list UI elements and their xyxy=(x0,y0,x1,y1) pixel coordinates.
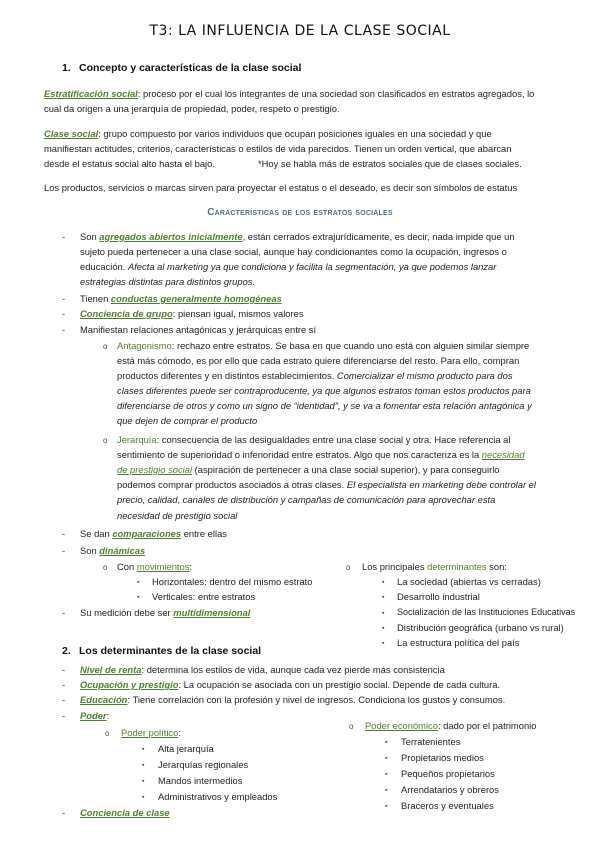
subitem-horizontales: Horizontales: dentro del mismo estrato xyxy=(152,576,313,587)
poder-economico-item: Terratenientes xyxy=(401,736,461,747)
dash-bullet: - xyxy=(62,324,66,335)
square-bullet: ▪ xyxy=(385,787,388,794)
note-estratos: *Hoy se habla más de estratos sociales que de clases sociales. xyxy=(258,158,522,169)
list-item-agregados xyxy=(80,229,515,244)
dash-bullet: - xyxy=(62,545,66,556)
determinante-item: Socialización de las Instituciones Educativas xyxy=(397,607,576,617)
term-agregados: agregados abiertos inicialmente xyxy=(99,231,243,242)
item-text: : consecuencia de las desigualdades entre una clase social y otra. Hace referencia al xyxy=(156,434,511,445)
square-bullet: ▪ xyxy=(382,625,385,632)
term-ocupacion: Ocupación y prestigio xyxy=(80,679,179,690)
item-text: Su medición debe ser xyxy=(80,607,174,618)
dash-bullet: - xyxy=(62,607,66,618)
dash-bullet: - xyxy=(62,807,66,818)
item-text: productos diferentes y en distintos establecimientos. xyxy=(117,370,337,381)
subitem-antagonismo-line4: clases diferentes puede ser contraproducente, ya que algunos estratos toman estos productos para xyxy=(117,385,531,396)
poder-economico-item: Braceros y eventuales xyxy=(401,800,494,811)
circle-bullet: o xyxy=(103,563,108,572)
square-bullet: ▪ xyxy=(385,755,388,762)
subitem-jerarquia-line5: precio, calidad, canales de distribución y campañas de comunicación para aprovechar esta xyxy=(117,494,496,505)
item-text: : rechazo entre estratos. Se basa en que cuando uno está con alguien similar siempre xyxy=(171,340,530,351)
section-2-heading xyxy=(62,644,261,659)
item-text: : La ocupación se asociada con un prestigio social. Depende de cada cultura. xyxy=(178,679,501,690)
subitem-jerarquia-line3 xyxy=(117,462,500,477)
poder-politico-item: Administrativos y empleados xyxy=(158,791,278,802)
subitem-antagonismo-line2: está más cómodo, es por ello que cada estrato quiere diferenciarse del resto. Para ello, compran xyxy=(117,355,520,366)
subitem-jerarquia-line2 xyxy=(117,447,525,462)
item-text: : dado por el patrimonio xyxy=(437,720,537,731)
term-antagonismo: Antagonismo xyxy=(117,340,172,351)
square-bullet: ▪ xyxy=(382,610,385,617)
definition-estratificacion-line2: cual da origen a una jerarquía de propiedad, poder, respeto o prestigio. xyxy=(44,103,340,114)
item-text: son: xyxy=(486,561,507,572)
item-text: : xyxy=(189,561,193,572)
list-item-ocupacion xyxy=(80,677,500,692)
subitem-antagonismo xyxy=(117,338,529,353)
list-item-renta xyxy=(80,662,445,677)
section-1-title: Concepto y características de la clase social xyxy=(79,62,302,74)
dash-bullet: - xyxy=(62,664,66,675)
square-bullet: ▪ xyxy=(382,594,385,601)
term-prestigio-social: de prestigio social xyxy=(117,464,193,475)
dash-bullet: - xyxy=(62,528,66,539)
definition-text: : grupo compuesto por varios individuos que ocupan posiciones iguales en una sociedad y que xyxy=(98,128,492,139)
page-title: T3: LA INFLUENCIA DE LA CLASE SOCIAL xyxy=(149,23,451,39)
definition-clase-social-line2: manifiestan actitudes, criterios, características o estilos de vida parecidos. Tienen un orden vertical, que abarcan xyxy=(44,143,512,154)
list-item-agregados-line3 xyxy=(80,259,496,274)
determinante-item: Distribución geográfica (urbano vs rural) xyxy=(397,622,564,633)
square-bullet: ▪ xyxy=(142,778,145,785)
dash-bullet: - xyxy=(62,710,66,721)
term-determinantes: determinantes xyxy=(427,561,487,572)
item-italic-text: Comercializar el mismo producto para dos xyxy=(336,370,513,381)
section-2-number: 2. xyxy=(62,645,71,657)
term-estratificacion: Estratificación social xyxy=(44,88,138,99)
item-italic-text: Afecta al marketing ya que condiciona y facilita la segmentación, ya que podemos lanzar xyxy=(127,261,497,272)
list-item-dinamicas xyxy=(80,543,145,558)
section-1-number: 1. xyxy=(62,62,71,74)
item-text: : Tiene correlación con la profesión y nivel de ingresos. Condiciona los gustos y consumos. xyxy=(127,694,506,705)
square-bullet: ▪ xyxy=(137,594,140,601)
square-bullet: ▪ xyxy=(382,640,385,647)
circle-bullet: o xyxy=(105,729,110,738)
poder-politico-item: Alta jerarquía xyxy=(158,743,214,754)
square-bullet: ▪ xyxy=(142,746,145,753)
square-bullet: ▪ xyxy=(385,739,388,746)
section-1-heading xyxy=(62,61,301,76)
subitem-jerarquia-line6: necesidad de prestigio social xyxy=(117,510,238,521)
item-text: (aspiración de pertenecer a una clase social superior), y para conseguirlo xyxy=(192,464,500,475)
circle-bullet: o xyxy=(349,722,354,731)
subitem-determinantes xyxy=(362,559,507,574)
item-text: Son xyxy=(80,545,100,556)
definition-clase-social-line3: desde el estatus social alto hasta el bajo. xyxy=(44,158,215,169)
item-text: , están cerrados extrajurídicamente, es decir, nada impide que un xyxy=(242,231,515,242)
square-bullet: ▪ xyxy=(382,579,385,586)
section-2-title: Los determinantes de la clase social xyxy=(79,645,262,657)
poder-politico-item: Jerarquías regionales xyxy=(158,759,249,770)
subitem-jerarquia-line4 xyxy=(117,477,536,492)
subitem-movimientos xyxy=(117,559,192,574)
list-item-comparaciones xyxy=(80,526,227,541)
dash-bullet: - xyxy=(62,679,66,690)
poder-politico-item: Mandos intermedios xyxy=(158,775,243,786)
list-item-poder xyxy=(80,708,109,723)
list-item-conductas xyxy=(80,291,282,306)
subitem-poder-economico xyxy=(365,718,536,733)
subitem-antagonismo-line5: diferenciarse de otros y como un signo de “identidad”, y se va a fomentar esta relación antagónica y xyxy=(117,400,532,411)
item-text: entre ellas xyxy=(181,528,227,539)
dash-bullet: - xyxy=(62,231,66,242)
item-text: : piensan igual, mismos valores xyxy=(172,308,304,319)
circle-bullet: o xyxy=(103,436,108,445)
item-text: Tienen xyxy=(80,293,111,304)
term-poder-politico: Poder político xyxy=(121,727,179,738)
square-bullet: ▪ xyxy=(385,771,388,778)
definition-text: : proceso por el cual los integrantes de una sociedad son clasificados en estratos agregados, lo xyxy=(137,88,535,99)
products-statement: Los productos, servicios o marcas sirven para proyectar el estatus o el deseado, es decir son símbolos de estatus xyxy=(44,182,518,193)
term-poder: Poder xyxy=(80,710,107,721)
poder-economico-item: Propietarios medios xyxy=(401,752,484,763)
circle-bullet: o xyxy=(346,563,351,572)
subitem-antagonismo-line3 xyxy=(117,368,513,383)
square-bullet: ▪ xyxy=(142,794,145,801)
dash-bullet: - xyxy=(62,694,66,705)
item-text: : xyxy=(106,710,110,721)
determinante-item: La estructura política del país xyxy=(397,637,520,648)
list-item-conciencia-clase xyxy=(80,805,170,820)
item-text: Con xyxy=(117,561,137,572)
subitem-verticales: Verticales: entre estratos xyxy=(152,591,256,602)
item-text: sentimiento de superioridad o inferioridad entre estratos. Algo que nos caracteriza es la xyxy=(117,449,482,460)
subitem-jerarquia xyxy=(117,432,510,447)
term-dinamicas: dinámicas xyxy=(99,545,146,556)
term-comparaciones: comparaciones xyxy=(112,528,182,539)
item-text: podemos comprar productos asociados a otras clases. xyxy=(117,479,347,490)
list-item-agregados-line2: sujeto pueda pertenecer a una clase social, aunque hay condicionantes como la ocupación, ingresos o xyxy=(80,246,507,257)
item-text: : xyxy=(178,727,181,738)
poder-economico-item: Arrendatarios y obreros xyxy=(401,784,499,795)
item-text: : determina los estilos de vida, aunque cada vez pierde más consistencia xyxy=(141,664,445,675)
term-renta: Nivel de renta xyxy=(80,664,142,675)
subitem-antagonismo-line6: que dejen de comprar el producto xyxy=(117,415,258,426)
subitem-poder-politico xyxy=(121,725,181,740)
term-conciencia-clase: Conciencia de clase xyxy=(80,807,170,818)
term-clase-social: Clase social xyxy=(44,128,99,139)
list-item-agregados-line4: estrategias distintas para distintos grupos. xyxy=(80,276,256,287)
term-jerarquia: Jerarquía xyxy=(117,434,157,445)
term-multidimensional: multidimensional xyxy=(173,607,251,618)
term-educacion: Educación xyxy=(80,694,128,705)
square-bullet: ▪ xyxy=(137,579,140,586)
term-conciencia-grupo: Conciencia de grupo xyxy=(80,308,173,319)
square-bullet: ▪ xyxy=(385,803,388,810)
term-poder-economico: Poder económico xyxy=(365,720,438,731)
item-text: Los principales xyxy=(362,561,428,572)
term-movimientos: movimientos xyxy=(136,561,190,572)
list-item-medicion xyxy=(80,605,250,620)
item-text: Se dan xyxy=(80,528,113,539)
item-text: educación. xyxy=(80,261,128,272)
term-necesidad: necesidad xyxy=(481,449,525,460)
square-bullet: ▪ xyxy=(142,762,145,769)
definition-clase-social xyxy=(44,126,492,141)
poder-economico-item: Pequeños propietarios xyxy=(401,768,495,779)
term-conductas: conductas generalmente homogéneas xyxy=(110,293,282,304)
determinante-item: Desarrollo industrial xyxy=(397,591,480,602)
list-item-relaciones: Manifiestan relaciones antagónicas y jerárquicas entre sí xyxy=(80,324,317,335)
dash-bullet: - xyxy=(62,308,66,319)
item-text: Son xyxy=(80,231,100,242)
definition-estratificacion xyxy=(44,86,534,101)
subheading-caracteristicas: Características de los estratos sociales xyxy=(207,207,393,218)
circle-bullet: o xyxy=(103,342,108,351)
list-item-conciencia-grupo xyxy=(80,306,304,321)
dash-bullet: - xyxy=(62,293,66,304)
determinante-item: La sociedad (abiertas vs cerradas) xyxy=(397,576,541,587)
item-italic-text: El especialista en marketing debe controlar el xyxy=(346,479,536,490)
list-item-educacion xyxy=(80,692,505,707)
